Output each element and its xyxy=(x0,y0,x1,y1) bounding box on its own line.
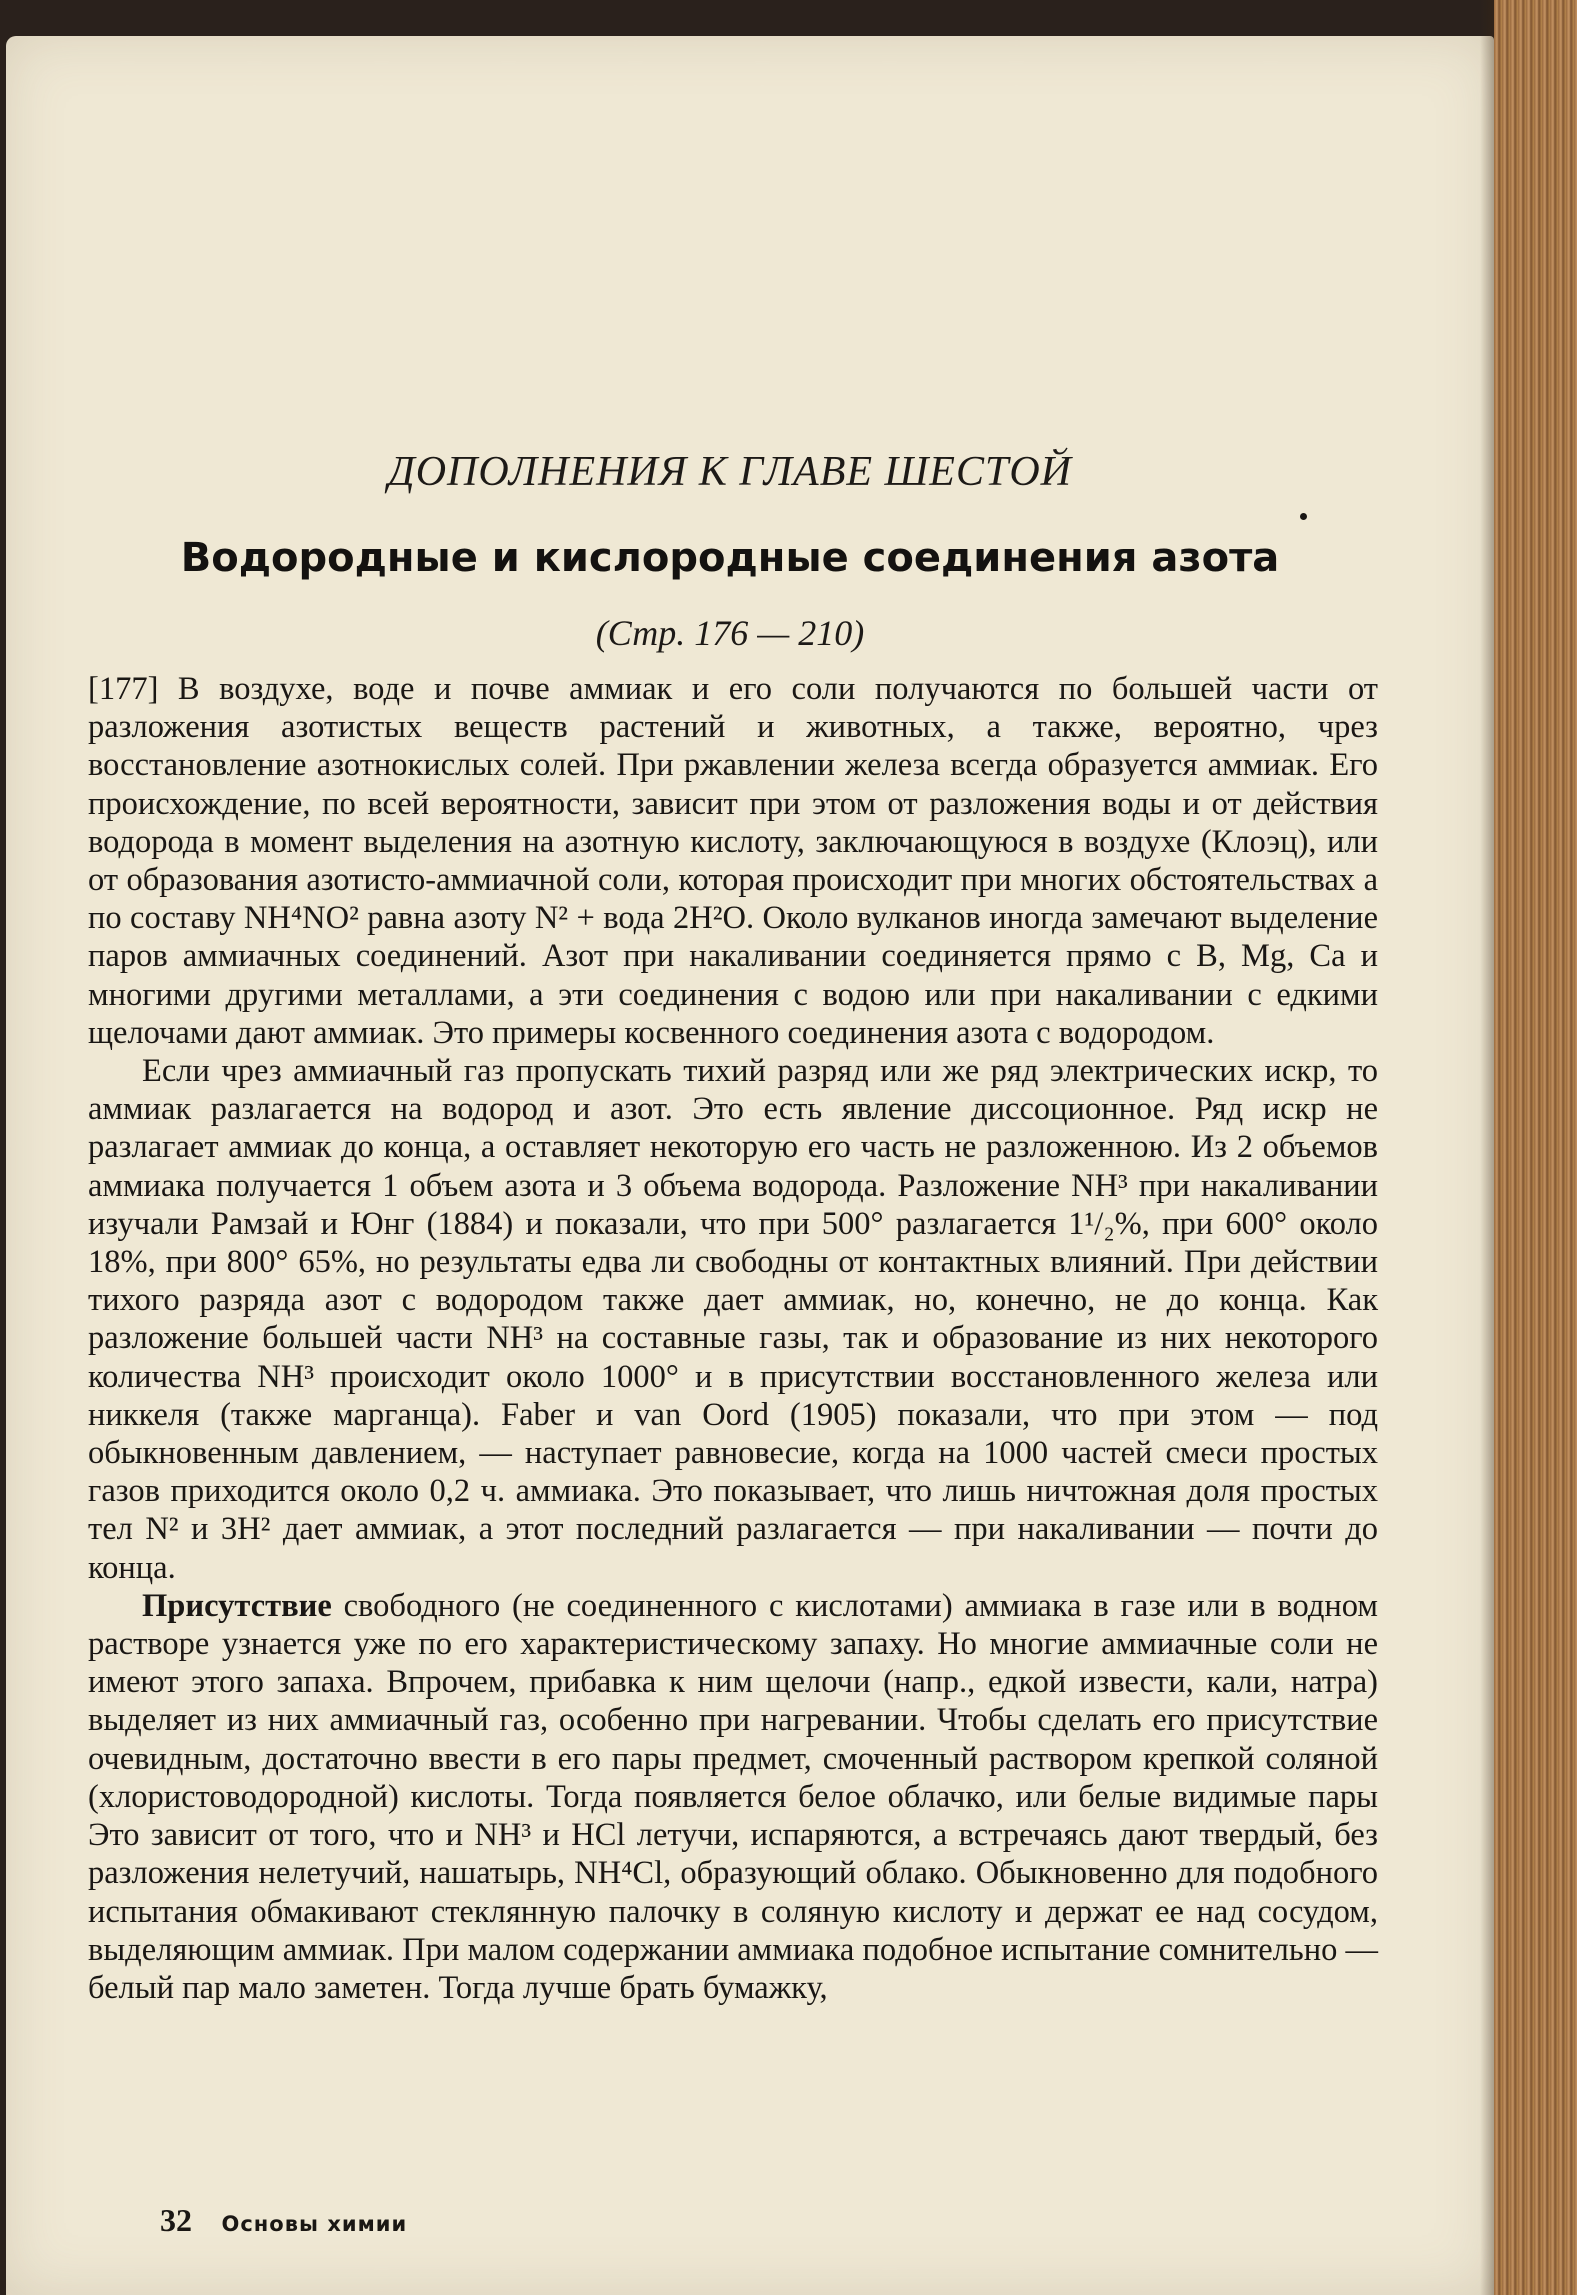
paragraph-1: [177] В воздухе, воде и почве аммиак и его соли получаются по большей части от разложения азотистых веществ растений и животных, а также, вероятно, чрез восстановление азотнокислых солей. При ржавлении железа всегда образуется аммиак. Его происхождение, по всей вероятности, зависит при этом от разложения воды и от действия водорода в момент выделения на азотную кислоту, заключающуюся в воздухе (Клоэц), или от образования азотисто-аммиачной соли, которая происходит при многих обстоятельствах а по составу NH⁴NO² равна азоту N² + вода 2H²O. Около вулканов иногда замечают выделение паров аммиачных соединений. Азот при накаливании соединяется прямо с B, Mg, Ca и многими другими металлами, а эти соединения с водою или при накаливании с едкими щелочами дают аммиак. Это примеры косвенного соединения азота с водородом. xyxy=(88,671,1378,1051)
page-footer xyxy=(160,2202,407,2239)
page-gutter-shadow xyxy=(1480,0,1494,2295)
ink-speck xyxy=(1300,513,1307,520)
body-text xyxy=(88,670,1378,2007)
chapter-title: ДОПОЛНЕНИЯ К ГЛАВЕ ШЕСТОЙ xyxy=(388,449,1072,495)
book-title: Основы химии xyxy=(221,2212,408,2236)
paragraph-3-term: Присутствие xyxy=(142,1587,332,1624)
page-range: (Стр. 176 — 210) xyxy=(595,613,865,653)
paragraph-3 xyxy=(88,1587,1378,2007)
page-number: 32 xyxy=(160,2202,192,2238)
section-title: Водородные и кислородные соединения азота xyxy=(180,535,1280,581)
paragraph-3-text: свободного (не соединенного с кислотами) аммиака в газе или в водном растворе узнается уже по его характеристическому запаху. Но многие аммиачные соли не имеют этого запаха. Впрочем, прибавка к ним щелочи (напр., едкой извести, кали, натра) выделяет из них аммиачный газ, особенно при нагревании. Чтобы сделать его присутствие очевидным, достаточно ввести в его пары предмет, смоченный раствором крепкой соляной (хлористоводородной) кислоты. Тогда появляется белое облачко, или белые видимые пары Это зависит от того, что и NH³ и HCl летучи, испаряются, а встречаясь дают твердый, без разложения нелетучий, нашатырь, NH⁴Cl, образующий облако. Обыкновенно для подобного испытания обмакивают стеклянную палочку в соляную кислоту и держат ее над сосудом, выделяющим аммиак. При малом содержании аммиака подобное испытание сомнительно — белый пар мало заметен. Тогда лучше брать бумажку, xyxy=(88,1587,1378,2006)
book-page-edges xyxy=(1494,0,1577,2295)
paragraph-2: Если чрез аммиачный газ пропускать тихий разряд или же ряд электрических искр, то аммиак разлагается на водород и азот. Это есть явление диссоционное. Ряд искр не разлагает аммиак до конца, а оставляет некоторую его часть не разложенною. Из 2 объемов аммиака получается 1 объем азота и 3 объема водорода. Разложение NH³ при накаливании изучали Рамзай и Юнг (1884) и показали, что при 500° разлагается 1¹/₂%, при 600° около 18%, при 800° 65%, но результаты едва ли свободны от контактных влияний. При действии тихого разряда азот с водородом также дает аммиак, но, конечно, не до конца. Как разложение большей части NH³ на составные газы, так и образование из них некоторого количества NH³ происходит около 1000° и в присутствии восстановленного железа или никкеля (также марганца). Faber и van Oord (1905) показали, что при этом — под обыкновенным давлением, — наступает равновесие, когда на 1000 частей смеси простых газов приходится около 0,2 ч. аммиака. Это показывает, что лишь ничтожная доля простых тел N² и 3H² дает аммиак, а этот последний разлагается — при накаливании — почти до конца. xyxy=(88,1053,1378,1586)
